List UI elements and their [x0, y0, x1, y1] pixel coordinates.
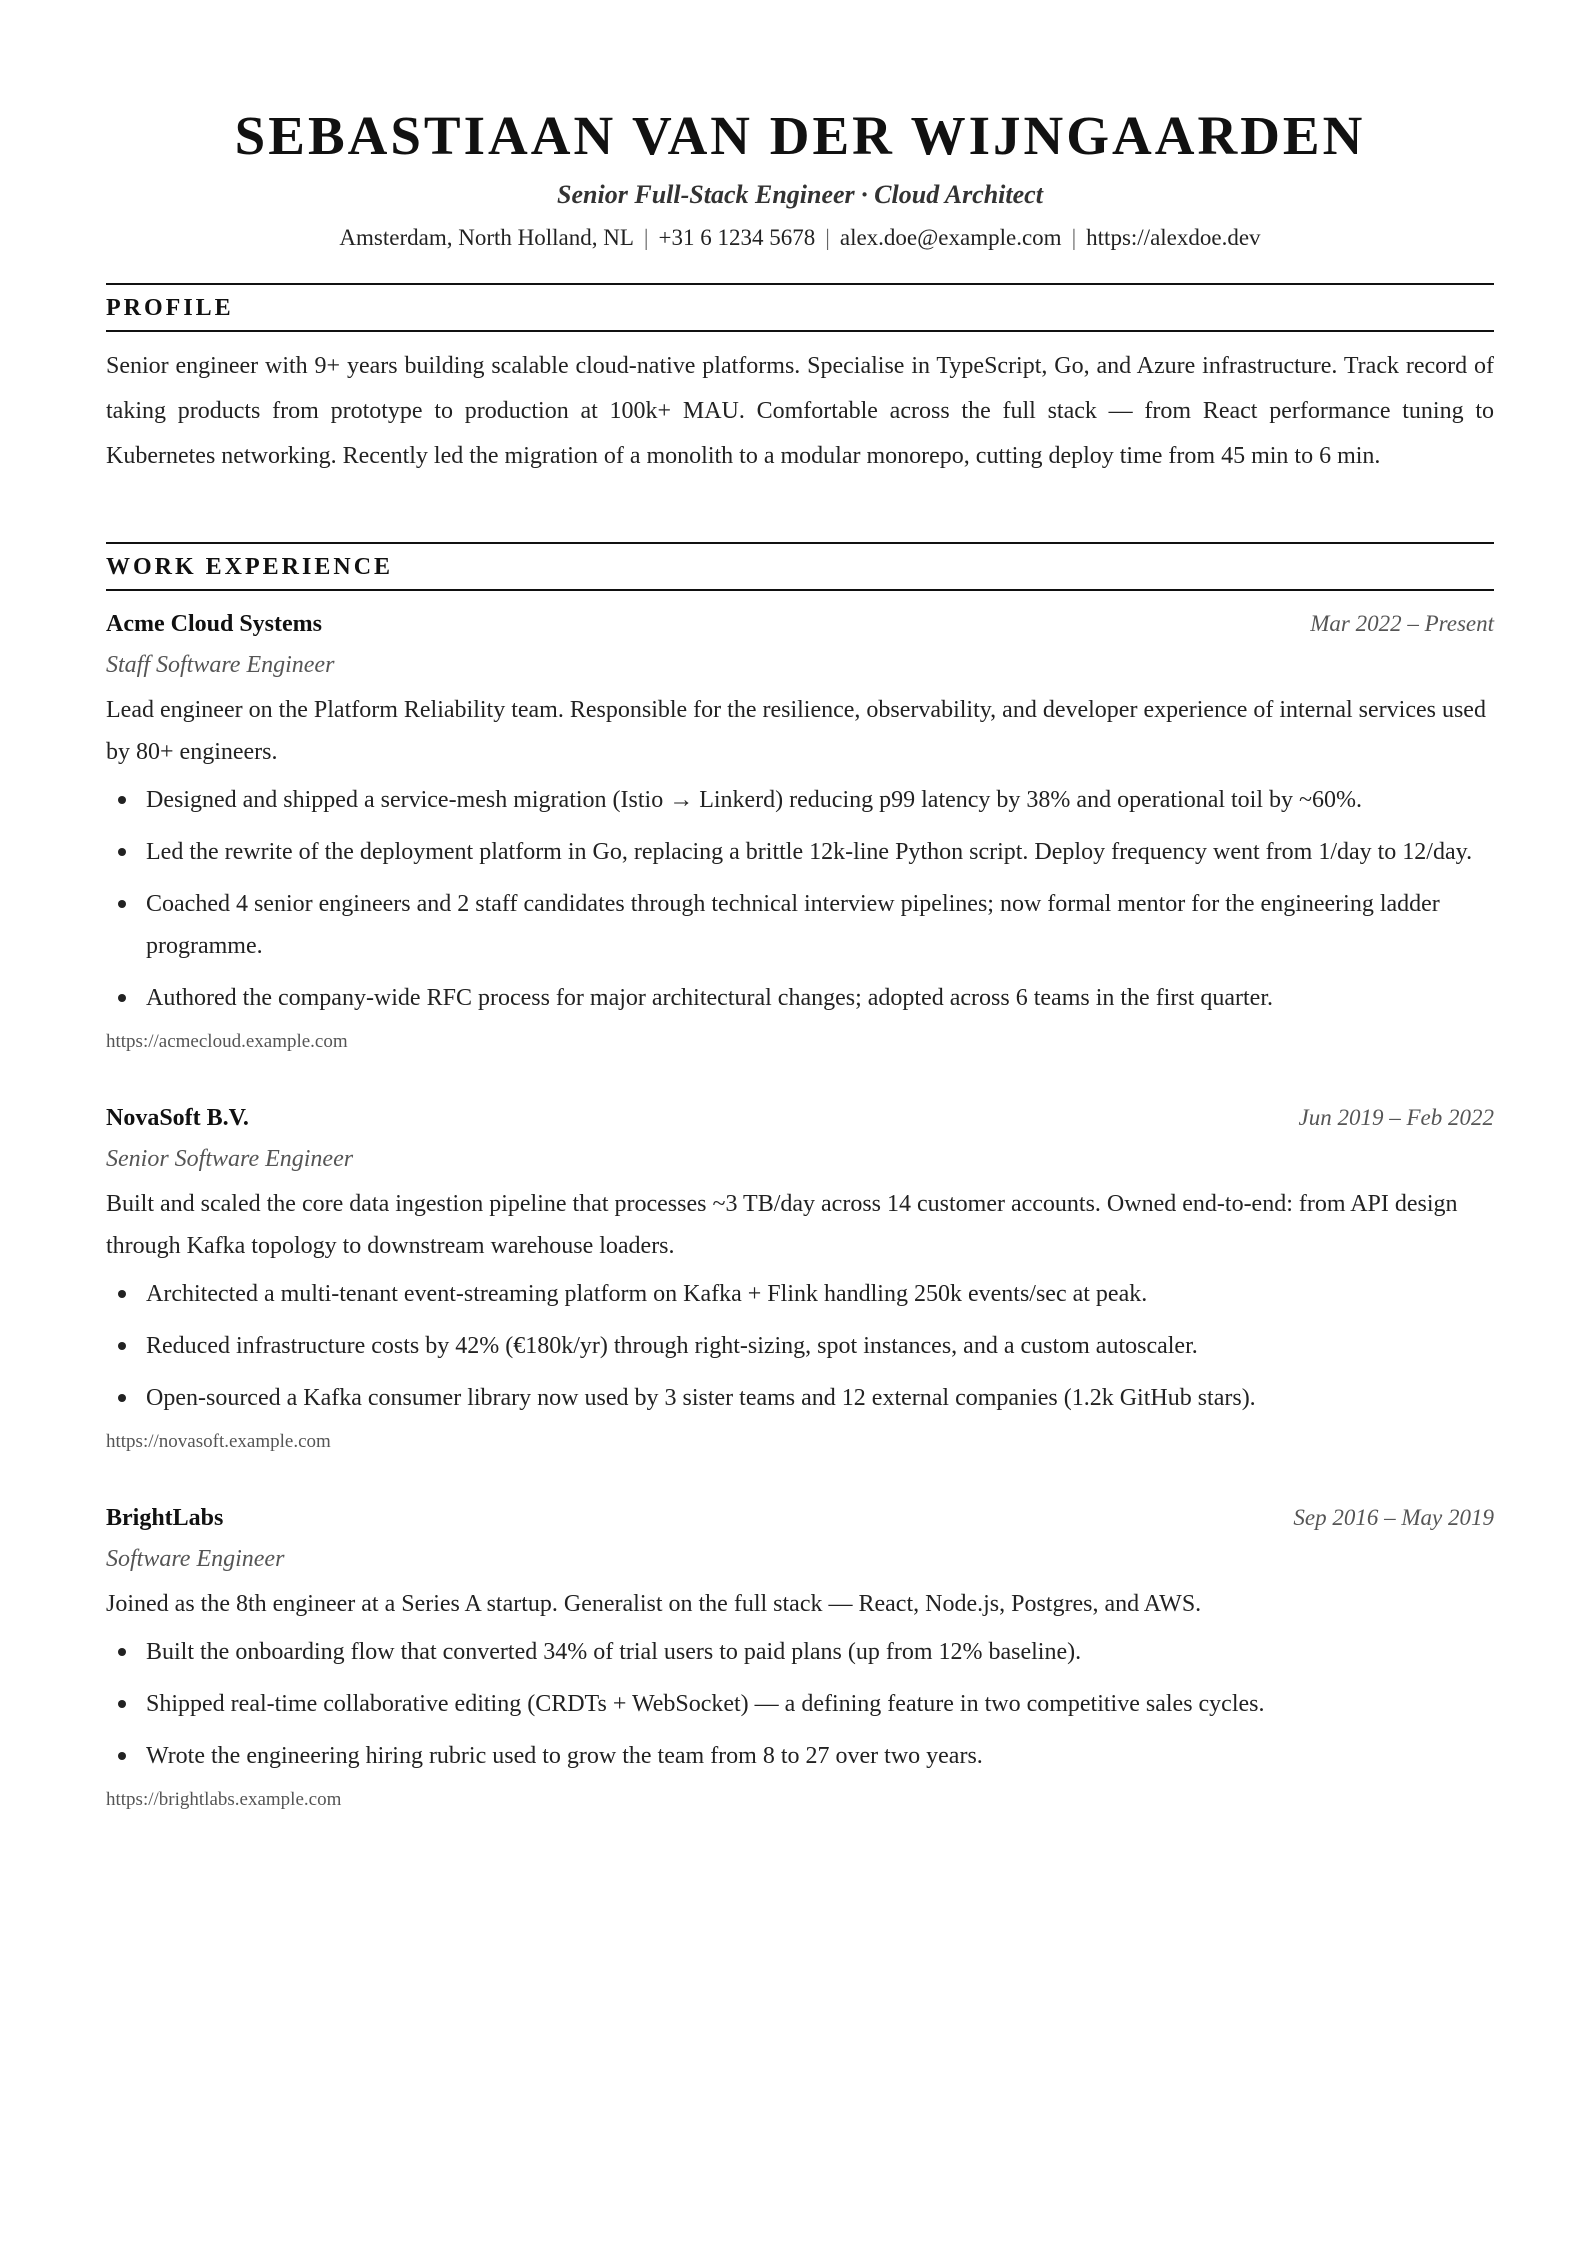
contact-location: Amsterdam, North Holland, NL	[339, 225, 634, 250]
contact-phone[interactable]: +31 6 1234 5678	[658, 225, 816, 250]
job-role: Senior Software Engineer	[106, 1146, 354, 1172]
candidate-headline: Senior Full-Stack Engineer · Cloud Architect	[557, 180, 1043, 209]
job-dates: Sep 2016 – May 2019	[1293, 1505, 1494, 1530]
job-header	[106, 607, 1494, 641]
contact-separator: |	[1071, 225, 1077, 250]
job-dates: Mar 2022 – Present	[1310, 611, 1494, 636]
job-bullet: Authored the company-wide RFC process for major architectural changes; adopted across 6 teams in the first quarter.	[106, 977, 1494, 1019]
job-bullet: Wrote the engineering hiring rubric used to grow the team from 8 to 27 over two years.	[106, 1735, 1494, 1777]
job-url[interactable]: https://novasoft.example.com	[106, 1431, 331, 1452]
job-bullet: Led the rewrite of the deployment platform in Go, replacing a brittle 12k-line Python script. Deploy frequency went from 1/day to 12/day.	[106, 831, 1494, 873]
resume-page	[106, 0, 1494, 1813]
job-entry-novasoft	[106, 1101, 1494, 1455]
contact-website[interactable]: https://alexdoe.dev	[1086, 225, 1261, 250]
job-bullet: Coached 4 senior engineers and 2 staff candidates through technical interview pipelines; now formal mentor for the engineering ladder programme.	[106, 883, 1494, 967]
work-experience-heading: WORK EXPERIENCE	[106, 542, 1494, 591]
job-bullet: Open-sourced a Kafka consumer library now used by 3 sister teams and 12 external companies (1.2k GitHub stars).	[106, 1377, 1494, 1419]
job-bullet: Shipped real-time collaborative editing (CRDTs + WebSocket) — a defining feature in two competitive sales cycles.	[106, 1683, 1494, 1725]
contact-separator: |	[825, 225, 830, 250]
job-role: Staff Software Engineer	[106, 652, 335, 678]
job-company: NovaSoft B.V.	[106, 1105, 249, 1131]
job-bullet: Designed and shipped a service-mesh migration (Istio → Linkerd) reducing p99 latency by 38% and operational toil by ~60%.	[106, 779, 1494, 821]
job-summary: Joined as the 8th engineer at a Series A startup. Generalist on the full stack — React, Node.js, Postgres, and AWS.	[106, 1591, 1202, 1617]
profile-heading: PROFILE	[106, 283, 1494, 332]
job-summary: Lead engineer on the Platform Reliability team. Responsible for the resilience, observability, and developer experience of internal services used by 80+ engineers.	[106, 697, 1486, 765]
contact-separator: |	[643, 225, 649, 250]
job-bullet: Architected a multi-tenant event-streaming platform on Kafka + Flink handling 250k events/sec at peak.	[106, 1273, 1494, 1315]
job-header	[106, 1101, 1494, 1135]
contact-line	[106, 223, 1494, 253]
job-header	[106, 1501, 1494, 1535]
job-bullet: Built the onboarding flow that converted 34% of trial users to paid plans (up from 12% baseline).	[106, 1631, 1494, 1673]
job-url[interactable]: https://brightlabs.example.com	[106, 1789, 342, 1810]
job-url[interactable]: https://acmecloud.example.com	[106, 1031, 348, 1052]
contact-email[interactable]: alex.doe@example.com	[839, 225, 1062, 250]
candidate-name: SEBASTIAAN VAN DER WIJNGAARDEN	[234, 105, 1366, 166]
job-summary: Built and scaled the core data ingestion pipeline that processes ~3 TB/day across 14 customer accounts. Owned end-to-end: from API design through Kafka topology to downstream warehouse loaders.	[106, 1191, 1458, 1259]
job-bullets	[106, 1631, 1494, 1777]
job-role: Software Engineer	[106, 1546, 285, 1572]
job-bullet: Reduced infrastructure costs by 42% (€180k/yr) through right-sizing, spot instances, and a custom autoscaler.	[106, 1325, 1494, 1367]
job-bullets	[106, 779, 1494, 1019]
job-entry-acme	[106, 607, 1494, 1055]
job-dates: Jun 2019 – Feb 2022	[1298, 1105, 1494, 1130]
job-company: BrightLabs	[106, 1505, 224, 1531]
job-entry-brightlabs	[106, 1501, 1494, 1813]
job-bullets	[106, 1273, 1494, 1419]
profile-text: Senior engineer with 9+ years building scalable cloud-native platforms. Specialise in TypeScript, Go, and Azure infrastructure. Track record of taking products from prototype to production at 100k+ MAU. Comfortable across the full stack — from React performance tuning to Kubernetes networking. Recently led the migration of a monolith to a modular monorepo, cutting deploy time from 45 min to 6 min.	[106, 353, 1494, 469]
job-company: Acme Cloud Systems	[106, 611, 322, 637]
